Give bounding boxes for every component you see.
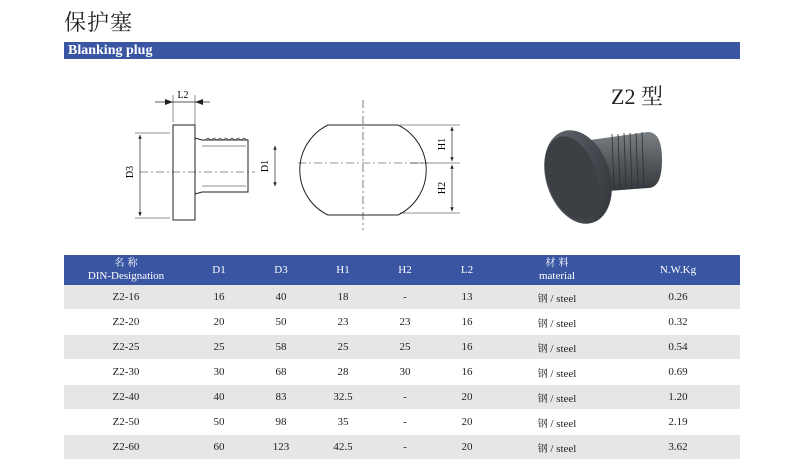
material-cn: 钢 (537, 293, 548, 305)
section-title-en: Blanking plug (68, 43, 153, 58)
cell-h1: 42.5 (312, 435, 374, 460)
material-en: / steel (547, 367, 577, 380)
cell-h2: 30 (374, 360, 436, 385)
col-header-h1: H1 (312, 255, 374, 285)
dim-label-l2: L2 (177, 90, 189, 101)
cell-name: Z2-30 (64, 360, 188, 385)
cell-material (498, 435, 616, 460)
cell-h2: 25 (374, 335, 436, 360)
page-title-cn: 保护塞 (64, 11, 134, 36)
front-view (298, 100, 460, 230)
dim-label-d1: D1 (260, 159, 271, 173)
cell-name: Z2-16 (64, 285, 188, 310)
cell-l2: 20 (436, 385, 498, 410)
model-label: Z2 型 (611, 84, 663, 109)
material-en: / steel (547, 292, 577, 305)
cell-h2: - (374, 410, 436, 435)
col-header-l2: L2 (436, 255, 498, 285)
cell-d1: 20 (188, 310, 250, 335)
cell-h2: - (374, 435, 436, 460)
cell-name: Z2-50 (64, 410, 188, 435)
cell-weight: 1.20 (616, 385, 740, 410)
material-cn: 钢 (537, 343, 548, 355)
cell-d1: 50 (188, 410, 250, 435)
table-row (64, 310, 740, 335)
material-en: / steel (547, 317, 577, 330)
cell-name: Z2-40 (64, 385, 188, 410)
cell-h1: 23 (312, 310, 374, 335)
col-header-name: 名 称 DIN-Designation (64, 255, 188, 285)
cell-h2: 23 (374, 310, 436, 335)
table-header-row (64, 255, 740, 285)
cell-material (498, 310, 616, 335)
col-header-d1: D1 (188, 255, 250, 285)
cell-weight: 2.19 (616, 410, 740, 435)
dim-label-h1: H1 (437, 137, 448, 151)
cell-d3: 98 (250, 410, 312, 435)
material-cn: 钢 (537, 418, 548, 430)
cell-material (498, 335, 616, 360)
cell-d1: 60 (188, 435, 250, 460)
dim-label-d3: D3 (125, 165, 136, 179)
table-row (64, 410, 740, 435)
cell-weight: 0.54 (616, 335, 740, 360)
cell-h1: 25 (312, 335, 374, 360)
cell-name: Z2-60 (64, 435, 188, 460)
material-en: / steel (547, 417, 577, 430)
cell-material (498, 385, 616, 410)
cell-h1: 18 (312, 285, 374, 310)
material-cn: 钢 (537, 368, 548, 380)
cell-d3: 58 (250, 335, 312, 360)
col-header-d3: D3 (250, 255, 312, 285)
cell-weight: 0.26 (616, 285, 740, 310)
col-header-h2: H2 (374, 255, 436, 285)
table-row (64, 335, 740, 360)
material-cn: 钢 (537, 318, 548, 330)
cell-l2: 16 (436, 335, 498, 360)
table-row (64, 360, 740, 385)
cell-l2: 20 (436, 435, 498, 460)
cell-h1: 35 (312, 410, 374, 435)
cell-l2: 20 (436, 410, 498, 435)
spec-table (64, 255, 740, 460)
cell-h1: 28 (312, 360, 374, 385)
cell-name: Z2-25 (64, 335, 188, 360)
cell-h1: 32.5 (312, 385, 374, 410)
table-row (64, 435, 740, 460)
cell-material (498, 410, 616, 435)
section-band (64, 42, 740, 59)
cell-d1: 40 (188, 385, 250, 410)
col-header-weight: N.W.Kg (616, 255, 740, 285)
material-en: / steel (547, 392, 577, 405)
cell-l2: 16 (436, 310, 498, 335)
cell-d3: 123 (250, 435, 312, 460)
cell-d1: 25 (188, 335, 250, 360)
material-en: / steel (547, 442, 577, 455)
plug-render (533, 121, 662, 232)
cell-d3: 40 (250, 285, 312, 310)
cell-h2: - (374, 385, 436, 410)
cell-l2: 13 (436, 285, 498, 310)
side-view (135, 95, 275, 220)
cell-d3: 83 (250, 385, 312, 410)
technical-drawing (0, 60, 800, 255)
material-cn: 钢 (537, 443, 548, 455)
table-row (64, 285, 740, 310)
material-cn: 钢 (537, 393, 548, 405)
cell-weight: 0.69 (616, 360, 740, 385)
cell-material (498, 285, 616, 310)
cell-weight: 3.62 (616, 435, 740, 460)
cell-material (498, 360, 616, 385)
material-en: / steel (547, 342, 577, 355)
cell-d3: 68 (250, 360, 312, 385)
col-header-material: 材 料 material (498, 255, 616, 285)
cell-l2: 16 (436, 360, 498, 385)
dim-label-h2: H2 (437, 181, 448, 195)
cell-name: Z2-20 (64, 310, 188, 335)
cell-d1: 16 (188, 285, 250, 310)
cell-d3: 50 (250, 310, 312, 335)
cell-weight: 0.32 (616, 310, 740, 335)
table-row (64, 385, 740, 410)
cell-d1: 30 (188, 360, 250, 385)
cell-h2: - (374, 285, 436, 310)
